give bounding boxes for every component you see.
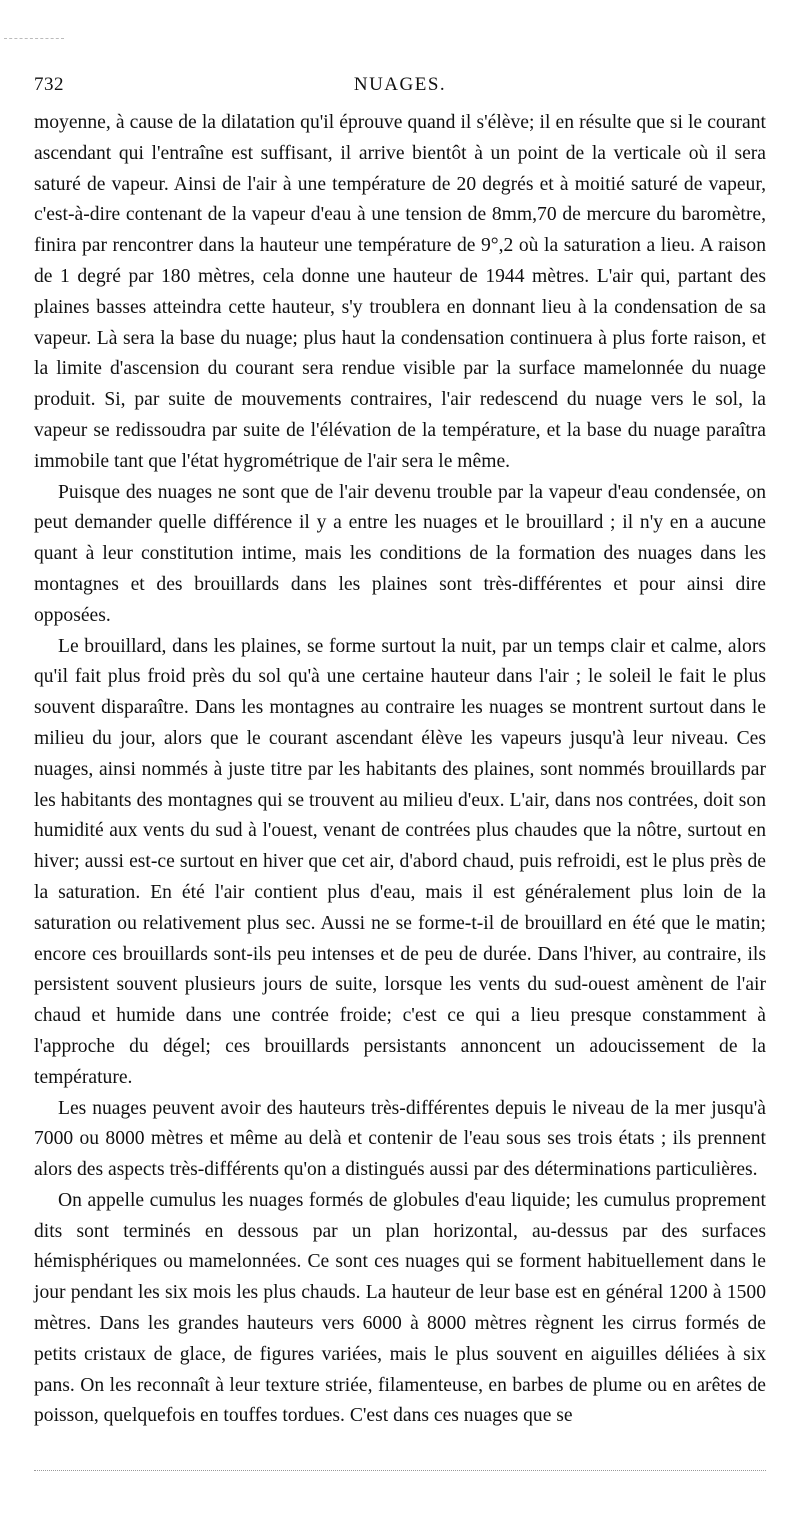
- paragraph: Puisque des nuages ne sont que de l'air devenu trouble par la vapeur d'eau condensée, on peut demander quelle différence il y a entre les nuages et le brouillard ; il n'y en a aucune quant à leur constitution intime, mais les conditions de la formation des nuages dans les montagnes et des brouillards dans les plaines sont très-différentes et pour ainsi dire opposées.: [34, 481, 766, 626]
- page-header: [34, 74, 766, 104]
- page-body: [34, 108, 766, 1432]
- paragraph: Les nuages peuvent avoir des hauteurs très-différentes depuis le niveau de la mer jusqu'à 7000 ou 8000 mètres et même au delà et contenir de l'eau sous ses trois états ; ils prennent alors des aspects très-différents qu'on a distingués aussi par des déterminations particulières.: [34, 1097, 766, 1181]
- footer-dotted-rule: [34, 1470, 766, 1471]
- paragraph: Le brouillard, dans les plaines, se forme surtout la nuit, par un temps clair et calme, alors qu'il fait plus froid près du sol qu'à une certaine hauteur dans l'air ; le soleil le fait le plus souvent disparaître. Dans les montagnes au contraire les nuages se montrent surtout dans le milieu du jour, alors que le courant ascendant élève les vapeurs jusqu'à leur niveau. Ces nuages, ainsi nommés à juste titre par les habitants des plaines, sont nommés brouillards par les habitants des montagnes qui se trouvent au milieu d'eux. L'air, dans nos contrées, doit son humidité aux vents du sud à l'ouest, venant de contrées plus chaudes que la nôtre, surtout en hiver; aussi est-ce surtout en hiver que cet air, d'abord chaud, puis refroidi, est le plus près de la saturation. En été l'air contient plus d'eau, mais il est généralement plus loin de la saturation ou relativement plus sec. Aussi ne se forme-t-il de brouillard en été que le matin; encore ces brouillards sont-ils peu intenses et de peu de durée. Dans l'hiver, au contraire, ils persistent souvent plusieurs jours de suite, lorsque les vents du sud-ouest amènent de l'air chaud et humide dans une contrée froide; c'est ce qui a lieu presque constamment à l'approche du dégel; ces brouillards persistants annoncent un adoucissement de la température.: [34, 635, 766, 1088]
- paragraph: On appelle cumulus les nuages formés de globules d'eau liquide; les cumulus proprement dits sont terminés en dessous par un plan horizontal, au-dessus par des surfaces hémisphériques ou mamelonnées. Ce sont ces nuages qui se forment habituellement dans le jour pendant les six mois les plus chauds. La hauteur de leur base est en général 1200 à 1500 mètres. Dans les grandes hauteurs vers 6000 à 8000 mètres règnent les cirrus formés de petits cristaux de glace, de figures variées, mais le plus souvent en aiguilles déliées à six pans. On les reconnaît à leur texture striée, filamenteuse, en barbes de plume ou en arêtes de poisson, quelquefois en touffes tordues. C'est dans ces nuages que se: [34, 1189, 766, 1427]
- scan-edge-mark: [4, 38, 64, 39]
- running-title: NUAGES.: [353, 74, 447, 95]
- paragraph-continuation: moyenne, à cause de la dilatation qu'il éprouve quand il s'élève; il en résulte que si le courant ascendant qui l'entraîne est suffisant, il arrive bientôt à un point de la verticale où il sera saturé de vapeur. Ainsi de l'air à une température de 20 degrés et à moitié saturé de vapeur, c'est-à-dire contenant de la vapeur d'eau à une tension de 8mm,70 de mercure du baromètre, finira par rencontrer dans la hauteur une température de 9°,2 où la saturation a lieu. A raison de 1 degré par 180 mètres, cela donne une hauteur de 1944 mètres. L'air qui, partant des plaines basses atteindra cette hauteur, s'y troublera en donnant lieu à la condensation de sa vapeur. Là sera la base du nuage; plus haut la condensation continuera à plus forte raison, et la limite d'ascension du courant sera rendue visible par la surface mamelonnée du nuage produit. Si, par suite de mouvements contraires, l'air redescend du nuage vers le sol, la vapeur se redissoudra par suite de l'élévation de la température, et la base du nuage paraîtra immobile tant que l'état hygrométrique de l'air sera le même.: [34, 112, 766, 472]
- page-number: 732: [34, 74, 64, 95]
